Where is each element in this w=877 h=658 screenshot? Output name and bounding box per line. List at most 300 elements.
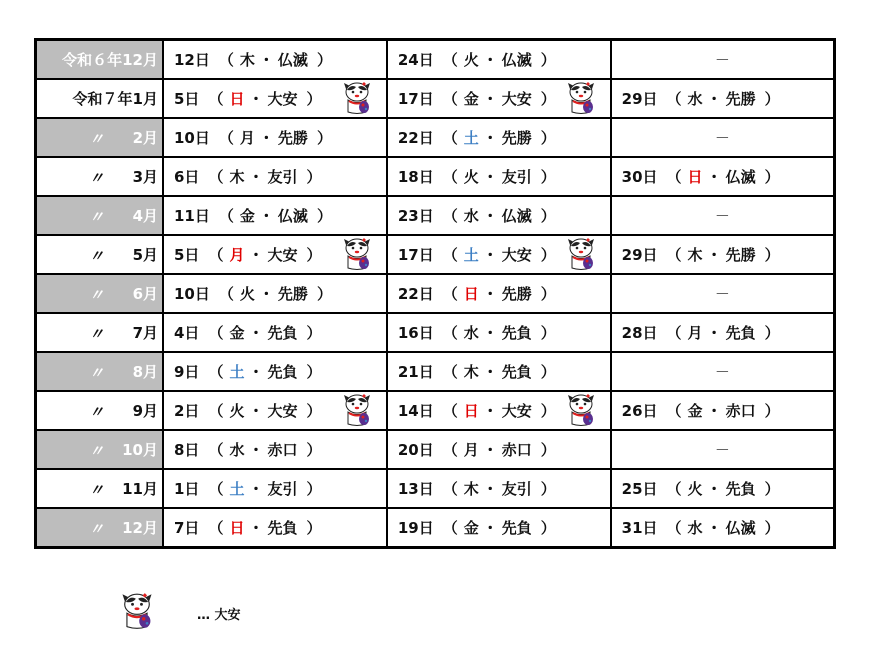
rokuyo-label: 赤口 xyxy=(501,441,532,459)
rokuyo-label: 仏滅 xyxy=(501,207,532,225)
day-cell xyxy=(387,313,611,352)
separator-dot: ・ xyxy=(482,51,498,69)
day-number: 14日 xyxy=(397,402,434,420)
month-label: 4月 xyxy=(132,207,158,225)
close-paren: ） xyxy=(306,246,322,264)
month-cell xyxy=(36,508,164,548)
open-paren: （ xyxy=(442,129,458,147)
rokuyo-label: 仏滅 xyxy=(277,51,308,69)
close-paren: ） xyxy=(540,207,556,225)
weekday: 水 xyxy=(463,324,479,342)
day-cell xyxy=(163,508,387,548)
close-paren: ） xyxy=(764,480,780,498)
rokuyo-label: 仏滅 xyxy=(501,51,532,69)
close-paren: ） xyxy=(540,285,556,303)
close-paren: ） xyxy=(306,519,322,537)
day-cell xyxy=(163,469,387,508)
open-paren: （ xyxy=(442,363,458,381)
rokuyo-label: 大安 xyxy=(267,246,298,264)
close-paren: ） xyxy=(306,402,322,420)
day-cell xyxy=(611,508,835,548)
rokuyo-label: 大安 xyxy=(267,90,298,108)
rokuyo-label: 友引 xyxy=(267,168,298,186)
open-paren: （ xyxy=(442,441,458,459)
day-cell xyxy=(611,313,835,352)
calendar-row xyxy=(36,469,835,508)
day-cell xyxy=(611,352,835,391)
day-number: 6日 xyxy=(174,168,200,186)
day-number: 9日 xyxy=(174,363,200,381)
ditto-mark: 〃 xyxy=(89,286,105,304)
separator-dot: ・ xyxy=(258,285,274,303)
day-cell xyxy=(163,196,387,235)
weekday: 金 xyxy=(687,402,703,420)
ditto-mark: 〃 xyxy=(89,403,105,421)
day-cell xyxy=(387,196,611,235)
weekday: 月 xyxy=(687,324,703,342)
calendar-row xyxy=(36,196,835,235)
open-paren: （ xyxy=(666,90,682,108)
open-paren: （ xyxy=(218,207,234,225)
day-cell xyxy=(611,469,835,508)
weekday: 木 xyxy=(229,168,245,186)
open-paren: （ xyxy=(442,324,458,342)
open-paren: （ xyxy=(208,519,224,537)
rokuyo-label: 先負 xyxy=(501,363,532,381)
calendar-row xyxy=(36,118,835,157)
day-cell xyxy=(387,508,611,548)
rokuyo-label: 友引 xyxy=(267,480,298,498)
rokuyo-label: 大安 xyxy=(267,402,298,420)
day-number: 29日 xyxy=(621,246,658,264)
separator-dot: ・ xyxy=(248,246,264,264)
close-paren: ） xyxy=(540,402,556,420)
weekday: 金 xyxy=(229,324,245,342)
lucky-cat-doll-icon xyxy=(120,592,154,630)
weekday: 金 xyxy=(463,519,479,537)
separator-dot: ・ xyxy=(482,90,498,108)
day-number: 26日 xyxy=(621,402,658,420)
close-paren: ） xyxy=(316,285,332,303)
close-paren: ） xyxy=(540,363,556,381)
rokuyo-label: 先勝 xyxy=(501,285,532,303)
weekday: 日 xyxy=(229,90,245,108)
day-number: 24日 xyxy=(397,51,434,69)
open-paren: （ xyxy=(442,285,458,303)
day-number: 23日 xyxy=(397,207,434,225)
open-paren: （ xyxy=(208,324,224,342)
day-cell xyxy=(163,79,387,118)
close-paren: ） xyxy=(306,168,322,186)
day-cell xyxy=(611,79,835,118)
open-paren: （ xyxy=(208,480,224,498)
day-number: 1日 xyxy=(174,480,200,498)
separator-dot: ・ xyxy=(482,441,498,459)
weekday: 金 xyxy=(463,90,479,108)
empty-dash: － xyxy=(714,129,730,147)
day-cell xyxy=(163,313,387,352)
weekday: 日 xyxy=(463,402,479,420)
weekday: 土 xyxy=(229,480,245,498)
day-number: 4日 xyxy=(174,324,200,342)
month-label: 10月 xyxy=(122,441,158,459)
rokuyo-label: 仏滅 xyxy=(725,168,756,186)
ditto-mark: 〃 xyxy=(89,325,105,343)
weekday: 月 xyxy=(229,246,245,264)
separator-dot: ・ xyxy=(706,90,722,108)
day-cell xyxy=(611,157,835,196)
close-paren: ） xyxy=(764,168,780,186)
weekday: 土 xyxy=(463,129,479,147)
open-paren: （ xyxy=(208,246,224,264)
ditto-mark: 〃 xyxy=(89,442,105,460)
open-paren: （ xyxy=(208,168,224,186)
day-cell xyxy=(387,274,611,313)
separator-dot: ・ xyxy=(706,480,722,498)
weekday: 土 xyxy=(229,363,245,381)
close-paren: ） xyxy=(764,324,780,342)
weekday: 火 xyxy=(229,402,245,420)
month-label: 令和７年1月 xyxy=(72,90,158,108)
day-number: 11日 xyxy=(174,207,210,225)
open-paren: （ xyxy=(208,363,224,381)
month-cell xyxy=(36,235,164,274)
day-number: 20日 xyxy=(397,441,434,459)
month-cell xyxy=(36,469,164,508)
day-cell xyxy=(611,430,835,469)
calendar-row xyxy=(36,352,835,391)
day-cell xyxy=(163,40,387,80)
calendar-row xyxy=(36,235,835,274)
day-cell xyxy=(387,118,611,157)
rokuyo-label: 仏滅 xyxy=(277,207,308,225)
rokuyo-label: 先勝 xyxy=(501,129,532,147)
day-cell xyxy=(387,469,611,508)
separator-dot: ・ xyxy=(706,402,722,420)
close-paren: ） xyxy=(306,363,322,381)
day-number: 28日 xyxy=(621,324,658,342)
lucky-cat-doll-icon xyxy=(342,81,372,115)
rokuyo-label: 先勝 xyxy=(725,90,756,108)
ditto-mark: 〃 xyxy=(89,520,105,538)
weekday: 木 xyxy=(463,363,479,381)
weekday: 月 xyxy=(239,129,255,147)
open-paren: （ xyxy=(218,129,234,147)
day-number: 29日 xyxy=(621,90,658,108)
lucky-day-calendar-table xyxy=(34,38,836,549)
month-label: 9月 xyxy=(132,402,158,420)
open-paren: （ xyxy=(208,402,224,420)
day-number: 25日 xyxy=(621,480,658,498)
weekday: 金 xyxy=(239,207,255,225)
empty-dash: － xyxy=(714,441,730,459)
calendar-row xyxy=(36,40,835,80)
close-paren: ） xyxy=(306,480,322,498)
empty-dash: － xyxy=(714,51,730,69)
weekday: 火 xyxy=(687,480,703,498)
day-number: 10日 xyxy=(174,285,210,303)
month-label: 12月 xyxy=(122,519,158,537)
open-paren: （ xyxy=(442,207,458,225)
open-paren: （ xyxy=(666,519,682,537)
open-paren: （ xyxy=(442,168,458,186)
day-number: 21日 xyxy=(397,363,434,381)
rokuyo-label: 先勝 xyxy=(277,285,308,303)
separator-dot: ・ xyxy=(482,129,498,147)
open-paren: （ xyxy=(666,480,682,498)
month-cell xyxy=(36,196,164,235)
close-paren: ） xyxy=(306,441,322,459)
separator-dot: ・ xyxy=(482,246,498,264)
lucky-cat-doll-icon xyxy=(566,237,596,271)
rokuyo-label: 先負 xyxy=(267,519,298,537)
day-number: 17日 xyxy=(397,90,434,108)
day-cell xyxy=(163,118,387,157)
close-paren: ） xyxy=(540,129,556,147)
rokuyo-label: 友引 xyxy=(501,168,532,186)
month-label: 7月 xyxy=(132,324,158,342)
month-label: 11月 xyxy=(122,480,158,498)
separator-dot: ・ xyxy=(248,90,264,108)
month-cell xyxy=(36,430,164,469)
rokuyo-label: 赤口 xyxy=(267,441,298,459)
day-cell xyxy=(163,391,387,430)
lucky-cat-doll-icon xyxy=(342,237,372,271)
calendar-row xyxy=(36,274,835,313)
separator-dot: ・ xyxy=(248,168,264,186)
separator-dot: ・ xyxy=(248,363,264,381)
separator-dot: ・ xyxy=(258,129,274,147)
rokuyo-label: 先負 xyxy=(725,480,756,498)
close-paren: ） xyxy=(306,324,322,342)
close-paren: ） xyxy=(540,246,556,264)
close-paren: ） xyxy=(540,324,556,342)
day-cell xyxy=(387,40,611,80)
weekday: 木 xyxy=(687,246,703,264)
day-cell xyxy=(387,157,611,196)
weekday: 水 xyxy=(687,90,703,108)
day-cell xyxy=(387,352,611,391)
ditto-mark: 〃 xyxy=(89,247,105,265)
rokuyo-label: 仏滅 xyxy=(725,519,756,537)
day-cell xyxy=(611,274,835,313)
separator-dot: ・ xyxy=(258,51,274,69)
calendar-row xyxy=(36,391,835,430)
calendar-row xyxy=(36,508,835,548)
calendar-row xyxy=(36,79,835,118)
month-cell xyxy=(36,352,164,391)
close-paren: ） xyxy=(540,441,556,459)
day-number: 16日 xyxy=(397,324,434,342)
separator-dot: ・ xyxy=(248,324,264,342)
open-paren: （ xyxy=(218,51,234,69)
day-cell xyxy=(611,235,835,274)
month-label: 2月 xyxy=(132,129,158,147)
lucky-cat-doll-icon xyxy=(566,393,596,427)
weekday: 火 xyxy=(239,285,255,303)
month-cell xyxy=(36,118,164,157)
close-paren: ） xyxy=(764,402,780,420)
day-cell xyxy=(163,235,387,274)
empty-dash: － xyxy=(714,363,730,381)
ditto-mark: 〃 xyxy=(89,208,105,226)
weekday: 土 xyxy=(463,246,479,264)
open-paren: （ xyxy=(442,519,458,537)
rokuyo-label: 赤口 xyxy=(725,402,756,420)
day-number: 5日 xyxy=(174,246,200,264)
separator-dot: ・ xyxy=(248,480,264,498)
separator-dot: ・ xyxy=(258,207,274,225)
close-paren: ） xyxy=(316,207,332,225)
empty-dash: － xyxy=(714,285,730,303)
empty-dash: － xyxy=(714,207,730,225)
weekday: 日 xyxy=(229,519,245,537)
separator-dot: ・ xyxy=(482,519,498,537)
day-number: 22日 xyxy=(397,285,434,303)
lucky-cat-doll-icon xyxy=(566,81,596,115)
weekday: 木 xyxy=(239,51,255,69)
day-number: 19日 xyxy=(397,519,434,537)
day-cell xyxy=(611,391,835,430)
open-paren: （ xyxy=(666,168,682,186)
separator-dot: ・ xyxy=(482,363,498,381)
ditto-mark: 〃 xyxy=(89,481,105,499)
calendar-row xyxy=(36,313,835,352)
day-number: 30日 xyxy=(621,168,658,186)
month-cell xyxy=(36,313,164,352)
ditto-mark: 〃 xyxy=(89,130,105,148)
day-cell xyxy=(387,79,611,118)
separator-dot: ・ xyxy=(248,402,264,420)
calendar-row xyxy=(36,430,835,469)
weekday: 火 xyxy=(463,168,479,186)
open-paren: （ xyxy=(666,324,682,342)
rokuyo-label: 友引 xyxy=(501,480,532,498)
day-number: 10日 xyxy=(174,129,210,147)
rokuyo-label: 先勝 xyxy=(725,246,756,264)
open-paren: （ xyxy=(442,246,458,264)
rokuyo-label: 先負 xyxy=(267,324,298,342)
close-paren: ） xyxy=(316,51,332,69)
open-paren: （ xyxy=(442,90,458,108)
open-paren: （ xyxy=(442,402,458,420)
lucky-cat-doll-icon xyxy=(342,393,372,427)
separator-dot: ・ xyxy=(706,246,722,264)
open-paren: （ xyxy=(666,246,682,264)
weekday: 水 xyxy=(687,519,703,537)
close-paren: ） xyxy=(540,519,556,537)
ditto-mark: 〃 xyxy=(89,169,105,187)
open-paren: （ xyxy=(218,285,234,303)
separator-dot: ・ xyxy=(706,168,722,186)
day-cell xyxy=(611,40,835,80)
close-paren: ） xyxy=(540,51,556,69)
month-label: 令和６年12月 xyxy=(62,51,158,69)
separator-dot: ・ xyxy=(248,441,264,459)
open-paren: （ xyxy=(208,441,224,459)
rokuyo-label: 大安 xyxy=(501,90,532,108)
day-number: 22日 xyxy=(397,129,434,147)
weekday: 日 xyxy=(463,285,479,303)
day-number: 12日 xyxy=(174,51,210,69)
ditto-mark: 〃 xyxy=(89,364,105,382)
open-paren: （ xyxy=(208,90,224,108)
open-paren: （ xyxy=(666,402,682,420)
day-cell xyxy=(387,235,611,274)
weekday: 木 xyxy=(463,480,479,498)
day-number: 8日 xyxy=(174,441,200,459)
open-paren: （ xyxy=(442,51,458,69)
rokuyo-label: 先負 xyxy=(501,324,532,342)
separator-dot: ・ xyxy=(248,519,264,537)
separator-dot: ・ xyxy=(482,324,498,342)
month-cell xyxy=(36,391,164,430)
day-cell xyxy=(163,430,387,469)
weekday: 水 xyxy=(229,441,245,459)
month-cell xyxy=(36,274,164,313)
month-label: 8月 xyxy=(132,363,158,381)
day-cell xyxy=(611,118,835,157)
rokuyo-label: 先勝 xyxy=(277,129,308,147)
separator-dot: ・ xyxy=(706,519,722,537)
separator-dot: ・ xyxy=(482,285,498,303)
month-label: 5月 xyxy=(132,246,158,264)
close-paren: ） xyxy=(540,90,556,108)
weekday: 水 xyxy=(463,207,479,225)
day-number: 18日 xyxy=(397,168,434,186)
month-label: 6月 xyxy=(132,285,158,303)
rokuyo-label: 先負 xyxy=(501,519,532,537)
rokuyo-label: 先負 xyxy=(267,363,298,381)
calendar-row xyxy=(36,157,835,196)
month-cell xyxy=(36,157,164,196)
day-cell xyxy=(387,430,611,469)
weekday: 火 xyxy=(463,51,479,69)
separator-dot: ・ xyxy=(482,480,498,498)
day-cell xyxy=(611,196,835,235)
day-cell xyxy=(163,352,387,391)
close-paren: ） xyxy=(306,90,322,108)
open-paren: （ xyxy=(442,480,458,498)
weekday: 日 xyxy=(687,168,703,186)
close-paren: ） xyxy=(540,480,556,498)
month-label: 3月 xyxy=(132,168,158,186)
separator-dot: ・ xyxy=(706,324,722,342)
legend-text: … 大安 xyxy=(197,608,241,623)
rokuyo-label: 大安 xyxy=(501,246,532,264)
day-cell xyxy=(163,157,387,196)
day-number: 7日 xyxy=(174,519,200,537)
close-paren: ） xyxy=(764,90,780,108)
close-paren: ） xyxy=(540,168,556,186)
day-number: 17日 xyxy=(397,246,434,264)
rokuyo-label: 大安 xyxy=(501,402,532,420)
day-number: 13日 xyxy=(397,480,434,498)
rokuyo-label: 先負 xyxy=(725,324,756,342)
separator-dot: ・ xyxy=(482,207,498,225)
close-paren: ） xyxy=(316,129,332,147)
day-cell xyxy=(387,391,611,430)
day-number: 5日 xyxy=(174,90,200,108)
day-cell xyxy=(163,274,387,313)
close-paren: ） xyxy=(764,519,780,537)
separator-dot: ・ xyxy=(482,402,498,420)
separator-dot: ・ xyxy=(482,168,498,186)
month-cell xyxy=(36,40,164,80)
month-cell xyxy=(36,79,164,118)
day-number: 2日 xyxy=(174,402,200,420)
close-paren: ） xyxy=(764,246,780,264)
